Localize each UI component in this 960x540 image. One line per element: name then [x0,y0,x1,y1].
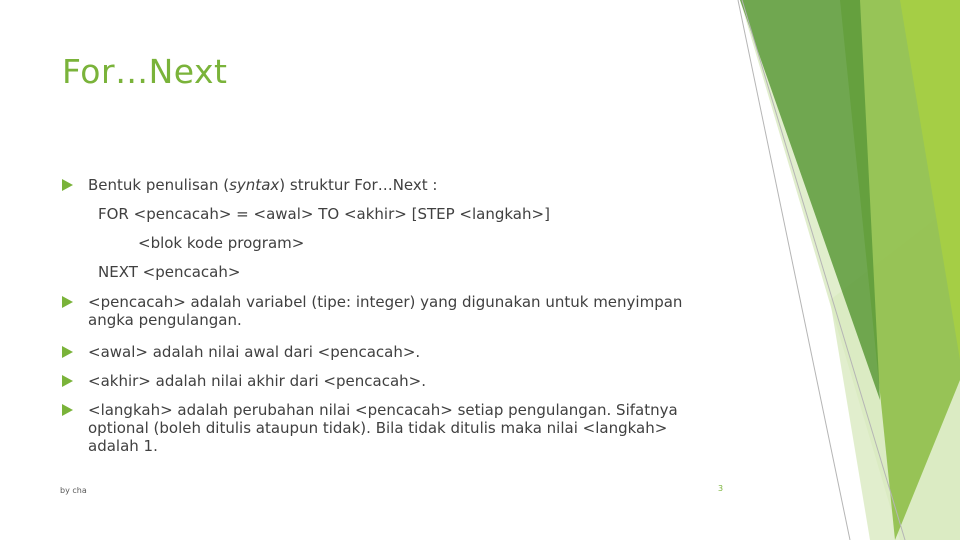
bullet-arrow-icon [62,296,73,308]
syntax-line-block: <blok kode program> [138,234,305,252]
bullet-arrow-icon [62,404,73,416]
bullet-arrow-icon [62,179,73,191]
bullet-pencacah-line2: angka pengulangan. [88,311,242,329]
page-number: 3 [718,484,724,493]
intro-text-italic: syntax [229,176,280,194]
bullet-langkah [88,401,678,455]
bullet-langkah-line3: adalah 1. [88,437,158,455]
bullet-arrow-icon [62,346,73,358]
slide-title: For…Next [62,52,228,91]
bullet-langkah-line2: optional (boleh ditulis ataupun tidak). Bila tidak ditulis maka nilai <langkah> [88,419,668,437]
bullet-pencacah [88,293,682,329]
intro-text-before: Bentuk penulisan ( [88,176,230,194]
syntax-line-for: FOR <pencacah> = <awal> TO <akhir> [STEP <langkah>] [98,205,550,223]
intro-bullet-text [88,176,437,194]
bullet-pencacah-line1: <pencacah> adalah variabel (tipe: integer) yang digunakan untuk menyimpan [88,293,683,311]
intro-text-after: ) struktur For…Next : [279,176,438,194]
bullet-arrow-icon [62,375,73,387]
syntax-line-next: NEXT <pencacah> [98,263,241,281]
bullet-awal: <awal> adalah nilai awal dari <pencacah>. [88,343,421,361]
deco-dark-panel [740,0,880,400]
bullet-akhir: <akhir> adalah nilai akhir dari <pencacah>. [88,372,426,390]
bullet-langkah-line1: <langkah> adalah perubahan nilai <pencacah> setiap pengulangan. Sifatnya [88,401,678,419]
footer-author: by cha [60,486,87,495]
